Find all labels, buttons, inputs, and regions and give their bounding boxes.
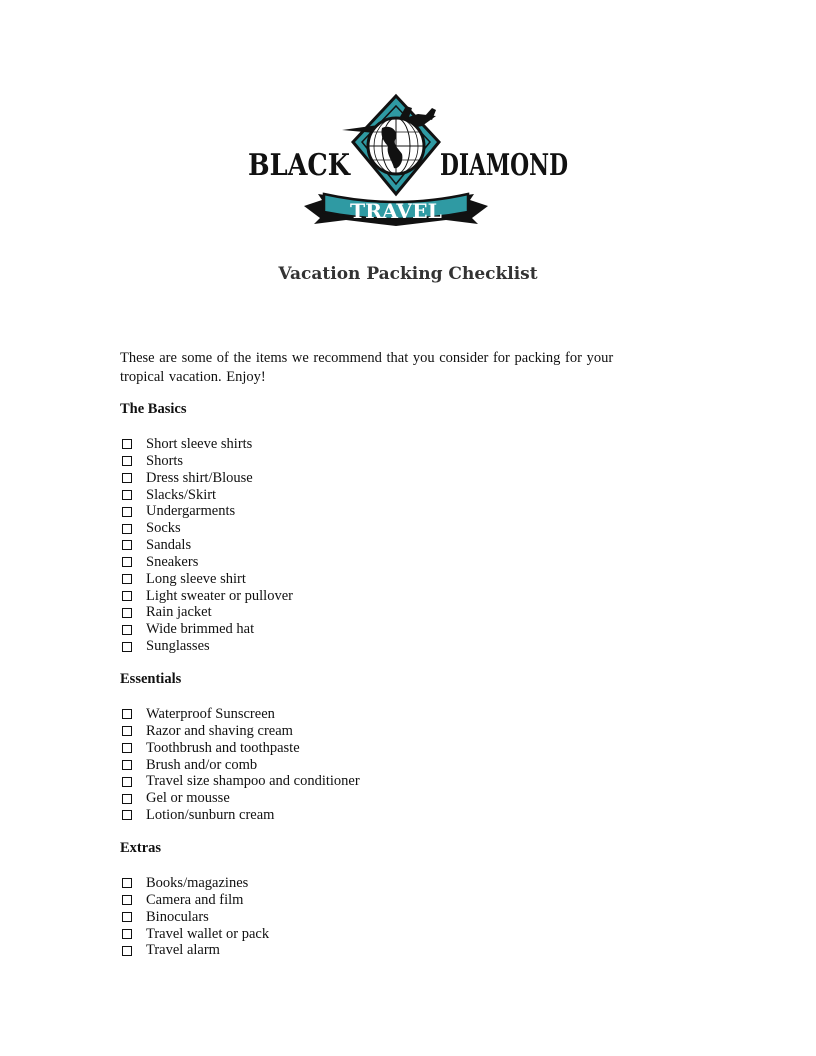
checklist-item[interactable] bbox=[120, 807, 360, 824]
checklist-item[interactable] bbox=[120, 757, 360, 774]
checklist-item[interactable] bbox=[120, 909, 269, 926]
item-label: Lotion/sunburn cream bbox=[146, 807, 275, 824]
checklist-item[interactable] bbox=[120, 470, 293, 487]
checkbox[interactable] bbox=[122, 507, 132, 517]
checklist-item[interactable] bbox=[120, 638, 293, 655]
item-label: Travel size shampoo and conditioner bbox=[146, 773, 360, 790]
checklist-item[interactable] bbox=[120, 621, 293, 638]
item-label: Camera and film bbox=[146, 891, 244, 908]
checkbox[interactable] bbox=[122, 912, 132, 922]
document-title: Vacation Packing Checklist bbox=[278, 264, 538, 284]
checklist-item[interactable] bbox=[120, 503, 293, 520]
checkbox[interactable] bbox=[122, 608, 132, 618]
checkbox[interactable] bbox=[122, 625, 132, 635]
checkbox[interactable] bbox=[122, 524, 132, 534]
checklist-extras bbox=[120, 875, 269, 959]
section-heading-basics: The Basics bbox=[120, 401, 187, 417]
checklist-item[interactable] bbox=[120, 706, 360, 723]
item-label: Slacks/Skirt bbox=[146, 486, 217, 503]
item-label: Binoculars bbox=[146, 908, 209, 925]
checkbox[interactable] bbox=[122, 794, 132, 804]
checkbox[interactable] bbox=[122, 456, 132, 466]
checklist-item[interactable] bbox=[120, 588, 293, 605]
checkbox[interactable] bbox=[122, 929, 132, 939]
checkbox[interactable] bbox=[122, 642, 132, 652]
item-label: Undergarments bbox=[146, 503, 236, 520]
checkbox[interactable] bbox=[122, 726, 132, 736]
checkbox[interactable] bbox=[122, 777, 132, 787]
checklist-item[interactable] bbox=[120, 773, 360, 790]
checklist-item[interactable] bbox=[120, 571, 293, 588]
checkbox[interactable] bbox=[122, 810, 132, 820]
checklist-item[interactable] bbox=[120, 926, 269, 943]
item-label: Dress shirt/Blouse bbox=[146, 469, 253, 486]
checkbox[interactable] bbox=[122, 591, 132, 601]
checklist-item[interactable] bbox=[120, 740, 360, 757]
item-label: Razor and shaving cream bbox=[146, 722, 293, 739]
item-label: Gel or mousse bbox=[146, 790, 230, 807]
checkbox[interactable] bbox=[122, 760, 132, 770]
logo-word-black: BLACK bbox=[248, 148, 351, 183]
checklist-item[interactable] bbox=[120, 453, 293, 470]
checklist-item[interactable] bbox=[120, 487, 293, 504]
checkbox[interactable] bbox=[122, 895, 132, 905]
item-label: Shorts bbox=[146, 452, 184, 469]
checklist-item[interactable] bbox=[120, 875, 269, 892]
logo-word-travel: TRAVEL bbox=[350, 199, 442, 223]
item-label: Sneakers bbox=[146, 553, 199, 570]
item-label: Toothbrush and toothpaste bbox=[146, 739, 300, 756]
checklist-item[interactable] bbox=[120, 723, 360, 740]
checkbox[interactable] bbox=[122, 490, 132, 500]
logo-word-diamond: DIAMOND bbox=[440, 148, 568, 183]
item-label: Sunglasses bbox=[146, 638, 210, 655]
section-heading-extras: Extras bbox=[120, 840, 162, 856]
section-heading-essentials: Essentials bbox=[120, 671, 182, 687]
checkbox[interactable] bbox=[122, 557, 132, 567]
item-label: Short sleeve shirts bbox=[146, 436, 253, 452]
item-label: Travel alarm bbox=[146, 942, 220, 959]
checkbox[interactable] bbox=[122, 709, 132, 719]
checklist-item[interactable] bbox=[120, 520, 293, 537]
item-label: Books/magazines bbox=[146, 875, 249, 891]
item-label: Rain jacket bbox=[146, 604, 212, 621]
intro-paragraph: These are some of the items we recommend that you consider for packing for your tropical vacation. Enjoy! bbox=[120, 350, 614, 385]
checkbox[interactable] bbox=[122, 574, 132, 584]
checkbox[interactable] bbox=[122, 878, 132, 888]
item-label: Wide brimmed hat bbox=[146, 621, 255, 638]
item-label: Travel wallet or pack bbox=[146, 925, 270, 942]
checklist-item[interactable] bbox=[120, 790, 360, 807]
checkbox[interactable] bbox=[122, 743, 132, 753]
item-label: Waterproof Sunscreen bbox=[146, 706, 275, 722]
checklist-essentials bbox=[120, 706, 360, 824]
checklist-item[interactable] bbox=[120, 537, 293, 554]
checklist-item[interactable] bbox=[120, 942, 269, 959]
item-label: Long sleeve shirt bbox=[146, 570, 246, 587]
checklist-item[interactable] bbox=[120, 436, 293, 453]
checklist-item[interactable] bbox=[120, 892, 269, 909]
item-label: Light sweater or pullover bbox=[146, 587, 293, 604]
checkbox[interactable] bbox=[122, 540, 132, 550]
checklist-item[interactable] bbox=[120, 554, 293, 571]
black-diamond-travel-logo bbox=[246, 94, 572, 228]
checkbox[interactable] bbox=[122, 473, 132, 483]
item-label: Brush and/or comb bbox=[146, 756, 258, 773]
checkbox[interactable] bbox=[122, 439, 132, 449]
checklist-item[interactable] bbox=[120, 604, 293, 621]
checkbox[interactable] bbox=[122, 946, 132, 956]
item-label: Sandals bbox=[146, 537, 192, 554]
item-label: Socks bbox=[146, 520, 181, 537]
checklist-basics bbox=[120, 436, 293, 655]
